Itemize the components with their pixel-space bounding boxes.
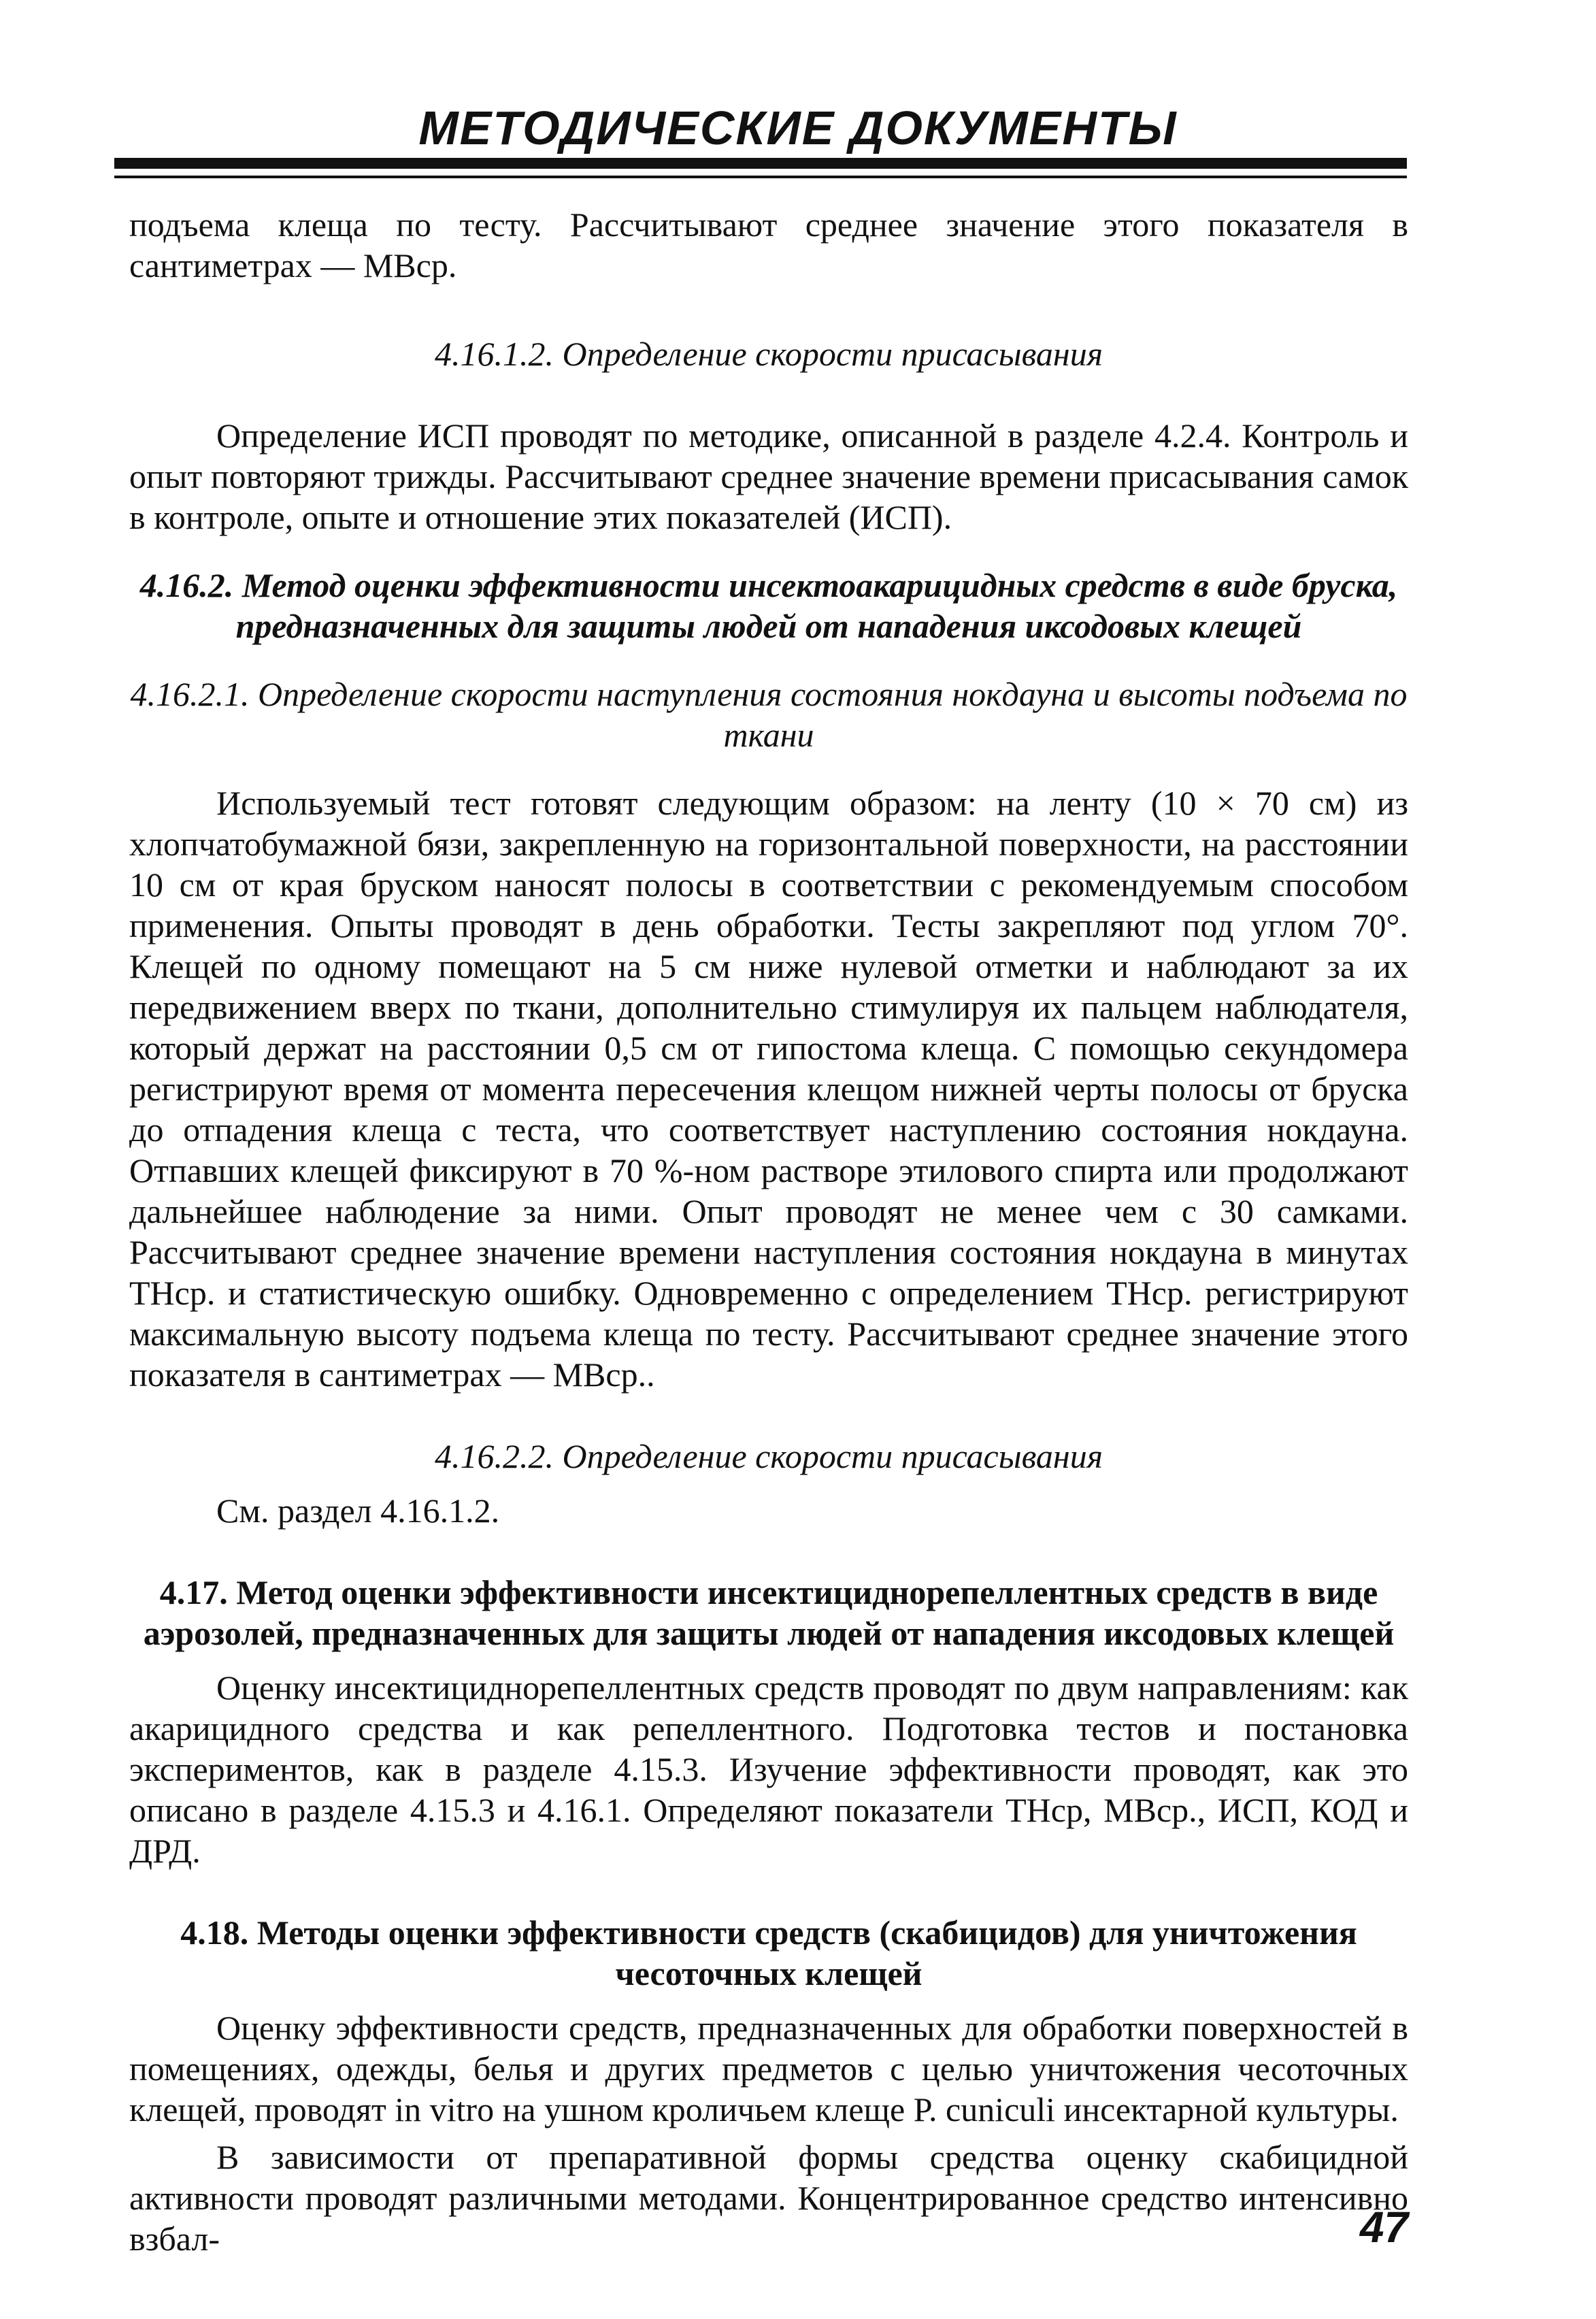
page-body	[129, 204, 1408, 2259]
paragraph-test: Используемый тест готовят следующим образом: на ленту (10 × 70 см) из хлопчатобумажной бязи, закрепленную на горизонтальной поверхности, на расстоянии 10 см от края бруском наносят полосы в соответствии с рекомендуемым способом применения. Опыты проводят в день обработки. Тесты закрепляют под углом 70°. Клещей по одному помещают на 5 см ниже нулевой отметки и наблюдают за их передвижением вверх по ткани, дополнительно стимулируя их пальцем наблюдателя, который держат на расстоянии 0,5 см от гипостома клеща. С помощью секундомера регистрируют время от момента пересечения клещом нижней черты полосы от бруска до отпадения клеща с теста, что соответствует наступлению состояния нокдауна. Отпавших клещей фиксируют в 70 %-ном растворе этилового спирта или продолжают дальнейшее наблюдение за ними. Опыт проводят не менее чем с 30 самками. Рассчитывают среднее значение времени наступления состояния нокдауна в минутах ТНср. и статистическую ошибку. Одновременно с определением ТНср. регистрируют максимальную высоту подъема клеща по тесту. Рассчитывают среднее значение этого показателя в сантиметрах — МВср..	[129, 784, 1408, 1394]
paragraph-isp: Определение ИСП проводят по методике, описанной в разделе 4.2.4. Контроль и опыт повторяют трижды. Рассчитывают среднее значение времени присасывания самок в контроле, опыте и отношение этих показателей (ИСП).	[129, 416, 1408, 536]
heading-4-18: 4.18. Методы оценки эффективности средств (скабицидов) для уничтожения чесоточных клещей	[180, 1913, 1357, 1992]
header-rule	[114, 158, 1407, 169]
paragraph-4-18-a: Оценку эффективности средств, предназначенных для обработки поверхностей в помещениях, одежды, белья и других предметов с целью уничтожения чесоточных клещей, проводят in vitro на ушном кроличьем клеще P. cuniculi инсектарной культуры.	[129, 2009, 1408, 2128]
page-number: 47	[1359, 2203, 1408, 2252]
heading-4-17: 4.17. Метод оценки эффективности инсектициднорепеллентных средств в виде аэрозолей, предназначенных для защиты людей от нападения иксодовых клещей	[143, 1573, 1395, 1652]
paragraph-carryover: подъема клеща по тесту. Рассчитывают среднее значение этого показателя в сантиметрах — МВср.	[129, 205, 1408, 284]
paragraph-4-17: Оценку инсектициднорепеллентных средств проводят по двум направлениям: как акарицидного средства и как репеллентного. Подготовка тестов и постановка экспериментов, как в разделе 4.15.3. Изучение эффективности проводят, как это описано в разделе 4.15.3 и 4.16.1. Определяют показатели ТНср, МВср., ИСП, КОД и ДРД.	[129, 1668, 1408, 1870]
running-header: МЕТОДИЧЕСКИЕ ДОКУМЕНТЫ	[418, 101, 1178, 154]
subheading-4-16-1-2: 4.16.1.2. Определение скорости присасывания	[435, 335, 1103, 373]
subheading-4-16-2-2: 4.16.2.2. Определение скорости присасывания	[435, 1437, 1103, 1475]
subheading-4-16-2-1: 4.16.2.1. Определение скорости наступления состояния нокдауна и высоты подъема по ткани	[130, 675, 1408, 754]
header-rule-thin	[114, 176, 1407, 178]
paragraph-see-also: См. раздел 4.16.1.2.	[216, 1492, 500, 1530]
paragraph-4-18-b: В зависимости от препаративной формы средства оценку скабицидной активности проводят различными методами. Концентрированное средство интенсивно взбал-	[129, 2138, 1408, 2258]
heading-4-16-2: 4.16.2. Метод оценки эффективности инсектоакарицидных средств в виде бруска, предназначенных для защиты людей от нападения иксодовых клещей	[139, 566, 1398, 645]
